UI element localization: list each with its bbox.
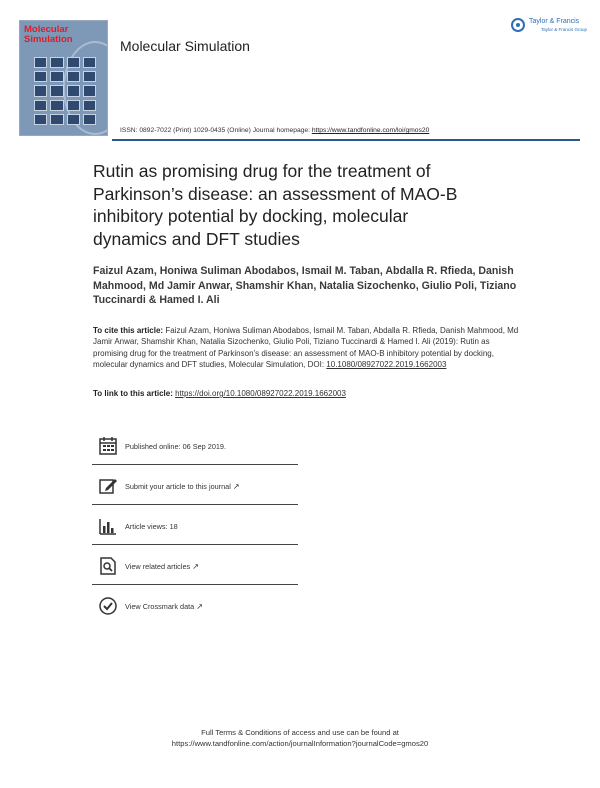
article-views: Article views: 18 xyxy=(125,522,178,531)
external-link-icon: ↗ xyxy=(196,602,203,611)
edit-icon xyxy=(98,476,118,496)
issn-line xyxy=(120,127,429,134)
calendar-icon xyxy=(98,436,118,456)
article-link-block xyxy=(93,389,346,398)
submit-article-label: Submit your article to this journal xyxy=(125,482,231,491)
external-link-icon: ↗ xyxy=(232,482,240,491)
journal-cover-image xyxy=(19,20,108,136)
published-date: Published online: 06 Sep 2019. xyxy=(125,442,227,451)
footer-terms-link[interactable]: https://www.tandfonline.com/action/journalInformation?journalCode=gmos20 xyxy=(171,739,429,748)
publisher-logo[interactable] xyxy=(511,16,588,38)
related-articles-link[interactable] xyxy=(98,556,298,580)
crossmark-label: View Crossmark data xyxy=(125,602,195,611)
submit-article-link[interactable] xyxy=(98,476,298,500)
citation-doi-link[interactable]: 10.1080/08927022.2019.1662003 xyxy=(326,359,447,369)
related-articles-label: View related articles xyxy=(125,562,191,571)
article-link-label: To link to this article: xyxy=(93,389,173,398)
citation-label: To cite this article: xyxy=(93,326,164,335)
crossmark-icon xyxy=(98,596,118,616)
issn-text: ISSN: 0892-7022 (Print) 1029-0435 (Online) Journal homepage: xyxy=(120,127,310,134)
cover-graphic xyxy=(34,57,96,125)
article-views-row xyxy=(98,516,298,540)
author-list: Faizul Azam, Honiwa Suliman Abodabos, Ismail M. Taban, Abdalla R. Rfieda, Danish Mahmood, Md Jamir Anwar, Shamshir Khan, Natalia Sizochenko, Giulio Poli, Tiziano Tuccinardi & Hamed I. Ali xyxy=(93,265,517,306)
journal-homepage-link[interactable]: https://www.tandfonline.com/loi/gmos20 xyxy=(311,127,430,134)
journal-name: Molecular Simulation xyxy=(120,38,250,54)
header-divider xyxy=(112,139,580,141)
publisher-name: Taylor & Francis xyxy=(529,18,580,25)
citation-text: Faizul Azam, Honiwa Suliman Abodabos, Ismail M. Taban, Abdalla R. Rfieda, Danish Mahmood, Md Jamir Anwar, Shamshir Khan, Natalia Sizochenko, Giulio Poli, Tiziano Tuccinardi & Hamed I. Ali (2019): Rutin as promising drug for the treatment of Parkinson’s disease: an assessment of MAO-B inhibitory potential by docking, molecular dynamics and DFT studies, Molecular Simulation, DOI: xyxy=(93,326,519,369)
publisher-logo-icon xyxy=(511,18,525,32)
cover-title: Molecular Simulation xyxy=(24,24,73,45)
published-row xyxy=(98,436,298,460)
footer-terms-text: Full Terms & Conditions of access and use can be found at xyxy=(201,728,399,737)
bar-chart-icon xyxy=(98,516,118,536)
citation-block xyxy=(93,325,523,370)
publisher-subname: Taylor & Francis Group xyxy=(541,27,588,32)
crossmark-link[interactable] xyxy=(98,596,298,620)
external-link-icon: ↗ xyxy=(192,562,199,571)
article-doi-link[interactable]: https://doi.org/10.1080/08927022.2019.1662003 xyxy=(175,389,346,398)
article-title: Rutin as promising drug for the treatment of Parkinson’s disease: an assessment of MAO-B inhibitory potential by docking, molecular dynamics and DFT studies xyxy=(93,161,458,249)
footer xyxy=(0,727,600,749)
document-search-icon xyxy=(98,556,118,576)
